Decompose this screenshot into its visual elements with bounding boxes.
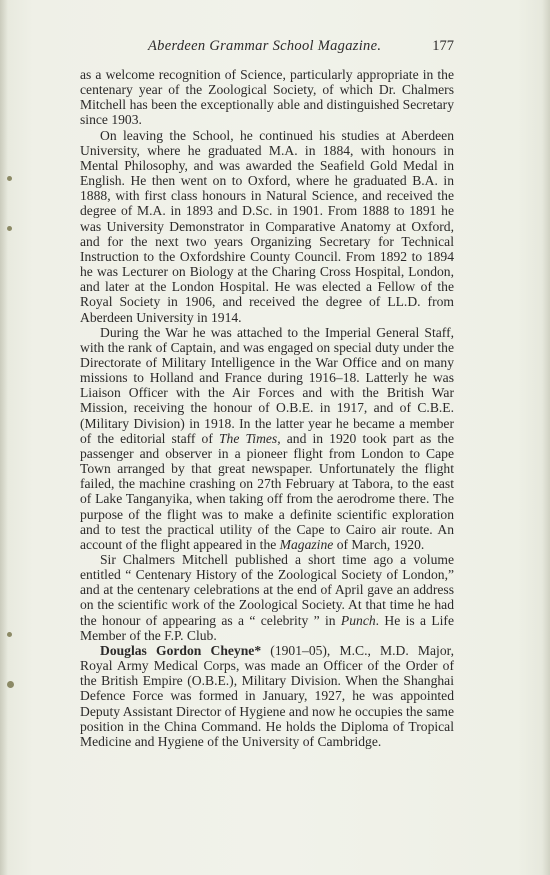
magazine-title: Aberdeen Grammar School Magazine. (148, 38, 382, 54)
paragraph-3 (80, 325, 454, 552)
newspaper-title: The Times (219, 430, 278, 446)
article-body (80, 67, 454, 749)
paragraph-1: as a welcome recognition of Science, particularly appropriate in the centenary year of the Zoological Society, of which Dr. Chalmers Mitchell has been the exceptionally able and distinguished Secretary since 1903. (80, 67, 454, 128)
magazine-reference: Magazine (279, 536, 334, 552)
paragraph-3-part-b: , and in 1920 took part as the passenger and observer in a pioneer flight from London to Cape Town arranged by that great newspaper. Unfortunately the flight failed, the machine crashing on 27th February at Tabora, to the east of Lake Tanganyika, when taking off from the aerodrome there. The purpose of the flight was to make a definite scientific exploration and to test the practical utility of the Cape to Cairo air route. An account of the flight appeared in the (80, 430, 454, 552)
page-number: 177 (432, 38, 454, 54)
paragraph-3-part-a: During the War he was attached to the Imperial General Staff, with the rank of Captain, and was engaged on special duty under the Directorate of Military Intelligence in the War Office and on many missions to Holland and France during 1916–18. Latterly he was Liaison Officer with the Air Forces and with the British War Mission, receiving the honour of O.B.E. in 1917, and of C.B.E. (Military Division) in 1918. In the latter year he became a member of the editorial staff of (80, 324, 454, 446)
margin-mark (7, 226, 12, 231)
margin-mark (7, 632, 12, 637)
margin-mark (7, 176, 12, 181)
paragraph-4-part-a: Sir Chalmers Mitchell published a short time ago a volume entitled “ Centenary History of the Zoological Society of London,” and at the centenary celebrations at the end of April gave an address on the scientific work of the Zoological Society. At that time he had the honour of appearing as a “ celebrity ” in (80, 552, 454, 628)
person-name: Douglas Gordon Cheyne* (100, 642, 262, 658)
running-header (80, 38, 454, 58)
left-page-edge (0, 0, 8, 875)
paragraph-2: On leaving the School, he continued his studies at Aberdeen University, where he graduated M.A. in 1884, with honours in Mental Philosophy, and was awarded the Seafield Gold Medal in English. He then went on to Oxford, where he graduated B.A. in 1888, with first class honours in Natural Science, and received the degree of M.A. in 1893 and D.Sc. in 1901. From 1888 to 1891 he was University Demonstrator in Comparative Anatomy at Oxford, and for the next two years Organizing Secretary for Technical Instruction to the Oxfordshire County Council. From 1892 to 1894 he was Lecturer on Biology at the Charing Cross Hospital, London, and later at the London Hospital. He was elected a Fellow of the Royal Society in 1906, and received the degree of LL.D. from Aberdeen University in 1914. (80, 127, 454, 325)
right-page-edge (542, 0, 550, 875)
paragraph-4-part-b: . He is a Life Member of the F.P. Club. (80, 612, 454, 643)
paragraph-4 (80, 552, 454, 643)
punch-reference: Punch (340, 612, 376, 628)
paragraph-3-part-c: of March, 1920. (333, 536, 425, 552)
paragraph-5-text: (1901–05), M.C., M.D. Major, Royal Army Medical Corps, was made an Officer of the Order of the British Empire (O.B.E.), Military Division. When the Shanghai Defence Force was formed in January, 1927, he was appointed Deputy Assistant Director of Hygiene and now he occupies the same position in the China Command. He holds the Diploma of Tropical Medicine and Hygiene of the University of Cambridge. (80, 642, 454, 749)
margin-mark (7, 681, 14, 688)
paragraph-5 (80, 643, 454, 749)
